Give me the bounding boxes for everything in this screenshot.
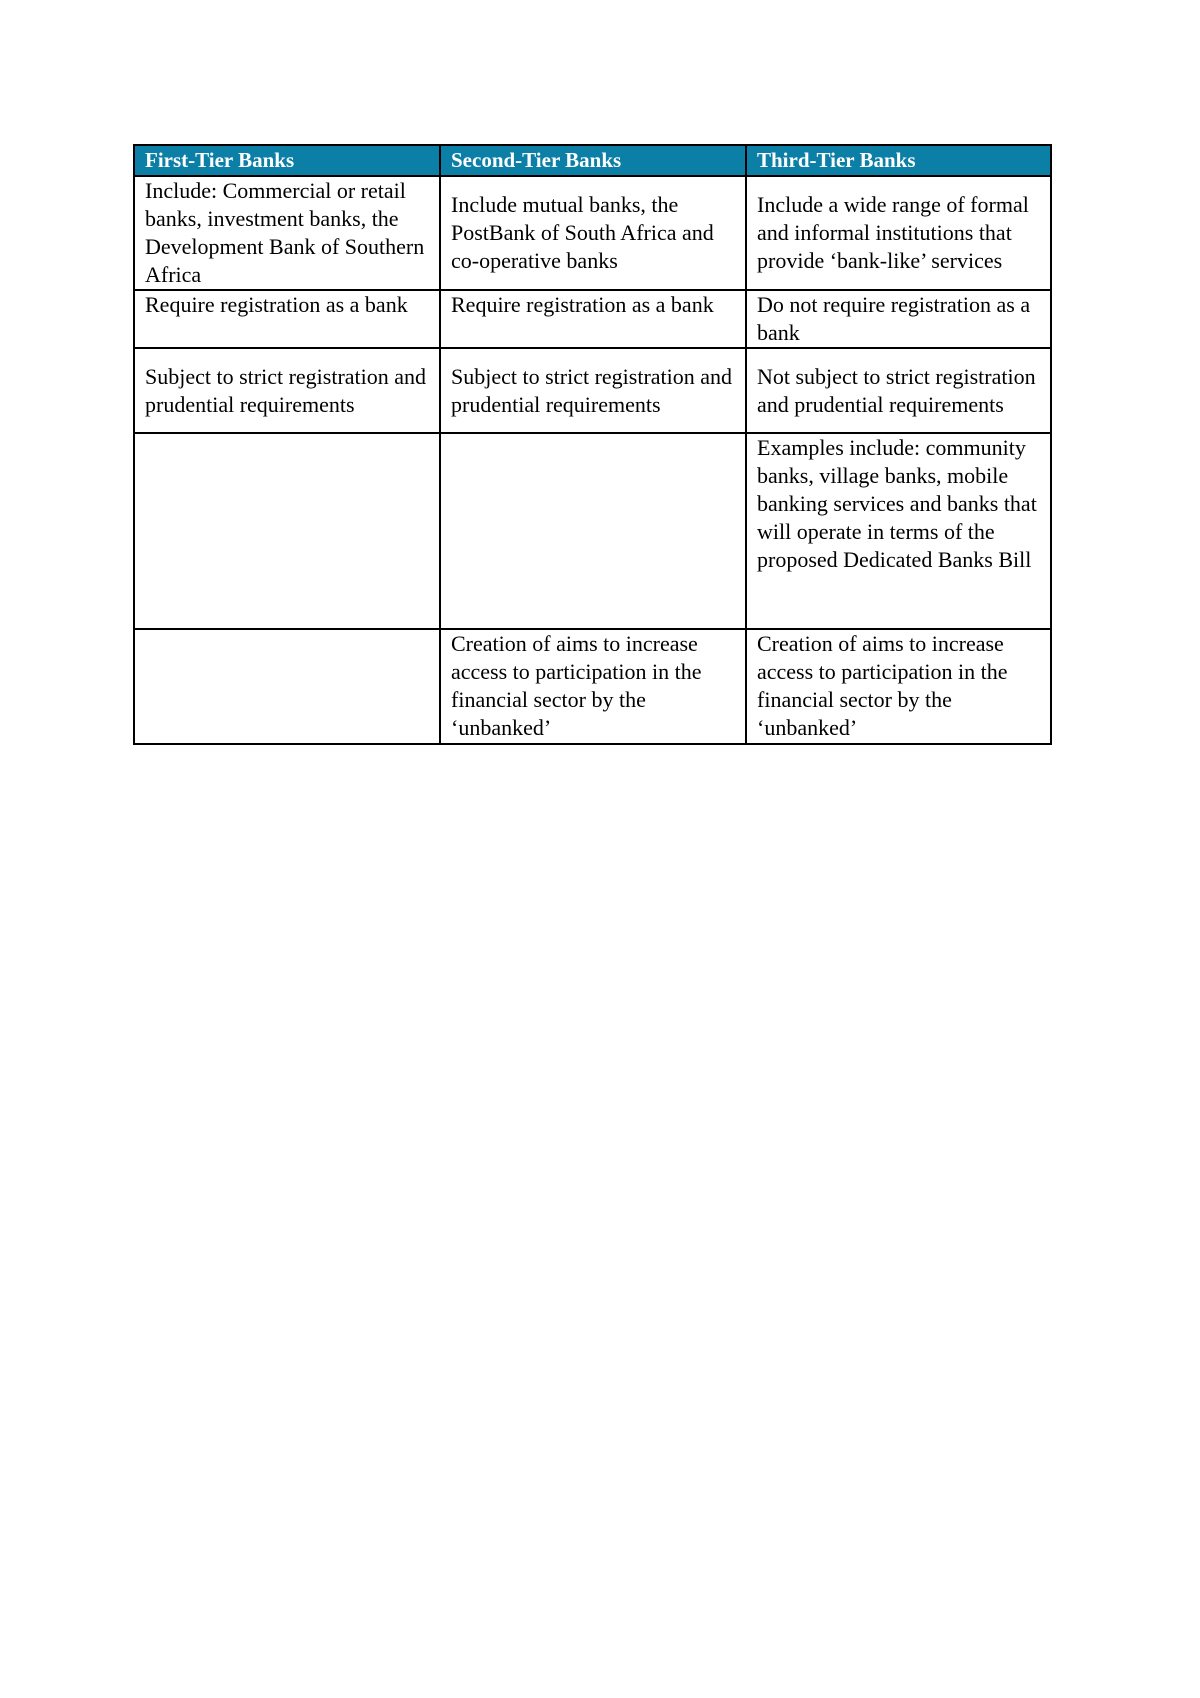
header-third-tier: Third-Tier Banks <box>746 145 1051 176</box>
table-row <box>134 433 1051 629</box>
table-row <box>134 290 1051 348</box>
cell-first-tier <box>134 629 440 744</box>
cell-third-tier: Include a wide range of formal and informal institutions that provide ‘bank-like’ services <box>746 176 1051 290</box>
cell-second-tier <box>440 433 746 629</box>
cell-first-tier: Require registration as a bank <box>134 290 440 348</box>
cell-third-tier: Do not require registration as a bank <box>746 290 1051 348</box>
table-row <box>134 348 1051 433</box>
header-second-tier: Second-Tier Banks <box>440 145 746 176</box>
cell-second-tier: Require registration as a bank <box>440 290 746 348</box>
table-row <box>134 629 1051 744</box>
table-row <box>134 176 1051 290</box>
table-header-row <box>134 145 1051 176</box>
cell-second-tier: Include mutual banks, the PostBank of South Africa and co-operative banks <box>440 176 746 290</box>
cell-first-tier: Subject to strict registration and prudential requirements <box>134 348 440 433</box>
cell-second-tier: Creation of aims to increase access to participation in the financial sector by the ‘unbanked’ <box>440 629 746 744</box>
cell-third-tier: Creation of aims to increase access to participation in the financial sector by the ‘unbanked’ <box>746 629 1051 744</box>
bank-tiers-table <box>133 144 1052 745</box>
cell-third-tier: Examples include: community banks, village banks, mobile banking services and banks that will operate in terms of the proposed Dedicated Banks Bill <box>746 433 1051 629</box>
cell-second-tier: Subject to strict registration and prudential requirements <box>440 348 746 433</box>
header-first-tier: First-Tier Banks <box>134 145 440 176</box>
cell-third-tier: Not subject to strict registration and prudential requirements <box>746 348 1051 433</box>
cell-first-tier: Include: Commercial or retail banks, investment banks, the Development Bank of Southern Africa <box>134 176 440 290</box>
cell-first-tier <box>134 433 440 629</box>
